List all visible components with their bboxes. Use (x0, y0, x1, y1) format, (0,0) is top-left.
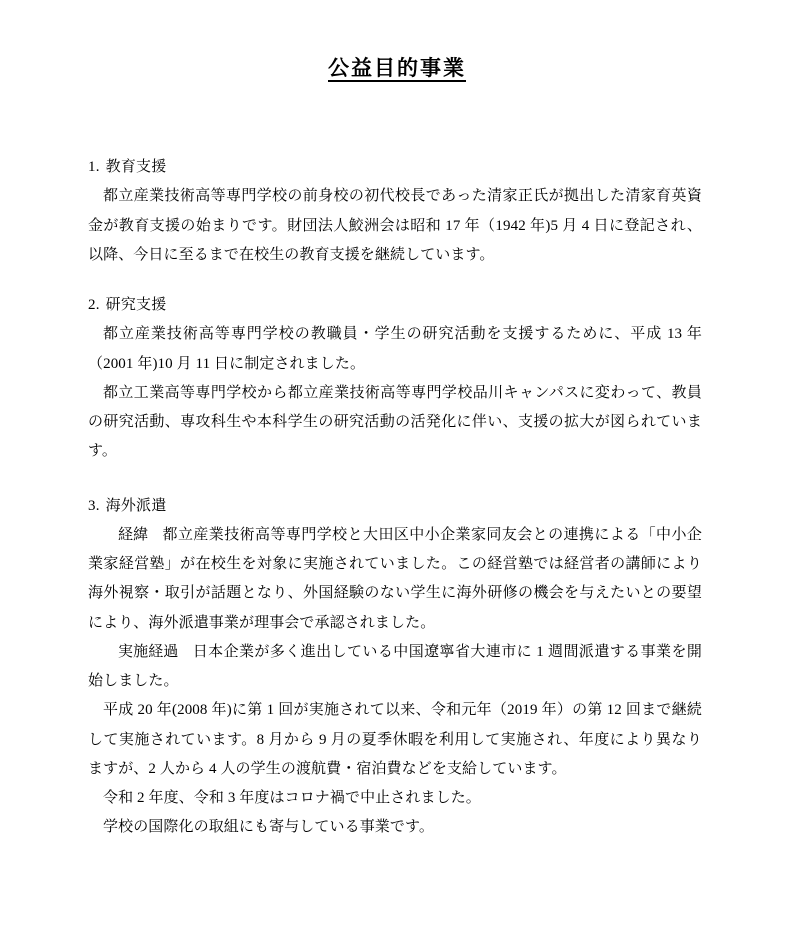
page-title: 公益目的事業 (328, 56, 466, 80)
section-heading (88, 154, 702, 180)
paragraph-lead-label: 実施経過 (118, 643, 179, 660)
document-body (0, 154, 794, 843)
section-title: 教育支援 (105, 159, 167, 175)
section-paragraph: 都立産業技術高等専門学校の教職員・学生の研究活動を支援するために、平成 13 年（2001 年)10 月 11 日に制定されました。 (88, 326, 702, 372)
section-title: 海外派遣 (105, 497, 167, 514)
section-number: 1. (88, 159, 100, 175)
section-overseas-dispatch (88, 493, 702, 843)
section-education-support (88, 154, 702, 270)
section-research-support (88, 292, 702, 467)
section-number: 3. (88, 497, 100, 514)
section-heading (88, 493, 702, 519)
paragraph-text: 都立産業技術高等専門学校と大田区中小企業家同友会との連携による「中小企業家経営塾」が在校生を対象に実施されていました。この経営塾では経営者の講師により海外視察・取引が話題となり、外国経験のない学生に海外研修の機会を与えたいとの要望により、海外派遣事業が理事会で承認されました。 (88, 526, 702, 631)
section-title: 研究支援 (105, 297, 167, 313)
section-paragraph (88, 638, 702, 697)
section-paragraph: 令和 2 年度、令和 3 年度はコロナ禍で中止されました。 (103, 790, 481, 806)
section-heading (88, 292, 702, 318)
section-number: 2. (88, 297, 100, 313)
section-paragraph: 都立産業技術高等専門学校の前身校の初代校長であった清家正氏が拠出した清家育英資金が教育支援の始まりです。財団法人鮫洲会は昭和 17 年（1942 年)5 月 4 日に登記され、以降、今日に至るまで在校生の教育支援を継続しています。 (88, 188, 702, 263)
section-paragraph (88, 521, 702, 638)
section-paragraph: 学校の国際化の取組にも寄与している事業です。 (103, 819, 435, 836)
paragraph-lead-label: 経緯 (118, 526, 149, 543)
section-paragraph: 都立工業高等専門学校から都立産業技術高等専門学校品川キャンパスに変わって、教員の研究活動、専攻科生や本科学生の研究活動の活発化に伴い、支援の拡大が図られています。 (88, 384, 702, 460)
section-paragraph: 平成 20 年(2008 年)に第 1 回が実施されて以来、令和元年（2019 年）の第 12 回まで継続して実施されています。8 月から 9 月の夏季休暇を利用して実施され、年度により異なりますが、2 人から 4 人の学生の渡航費・宿泊費などを支給しています。 (88, 702, 702, 777)
paragraph-text: 日本企業が多く進出している中国遼寧省大連市に 1 週間派遣する事業を開始しました。 (88, 643, 702, 689)
